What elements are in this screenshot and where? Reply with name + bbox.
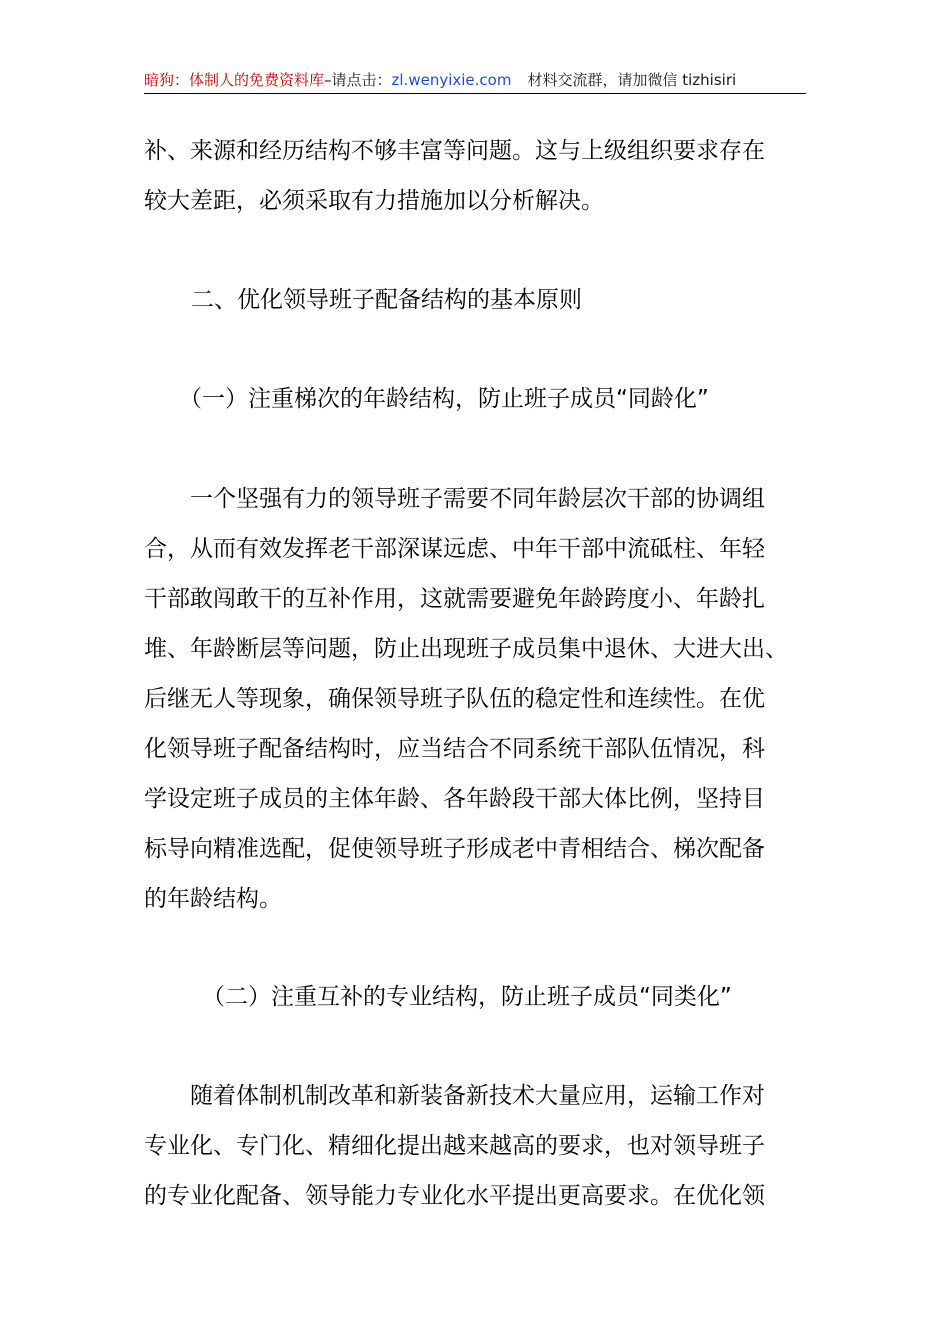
subsection-heading-text: （一）注重梯次的年龄结构，防止班子成员“同龄化” — [179, 386, 709, 412]
subsection-heading-2 — [144, 972, 864, 1022]
paragraph-age-structure — [144, 474, 806, 924]
page-header — [144, 68, 806, 92]
text-line: 干部敢闯敢干的互补作用，这就需要避免年龄跨度小、年龄扎 — [144, 586, 765, 612]
header-click-prefix: –请点击： — [324, 71, 392, 89]
subsection-heading-text: （二）注重互补的专业结构，防止班子成员“同类化” — [202, 984, 732, 1010]
header-brand: 暗狗：体制人的免费资料库 — [144, 71, 325, 89]
paragraph-professional-structure — [144, 1071, 806, 1221]
text-line: 的年龄结构。 — [144, 886, 282, 912]
header-divider — [144, 93, 806, 94]
text-line: 堆、年龄断层等问题，防止出现班子成员集中退休、大进大出、 — [144, 636, 788, 662]
text-line: 化领导班子配备结构时，应当结合不同系统干部队伍情况，科 — [144, 736, 765, 762]
subsection-heading-1 — [144, 374, 841, 424]
text-line: 合，从而有效发挥老干部深谋远虑、中年干部中流砥柱、年轻 — [144, 536, 765, 562]
text-line: 的专业化配备、领导能力专业化水平提出更高要求。在优化领 — [144, 1183, 765, 1209]
text-line: 学设定班子成员的主体年龄、各年龄段干部大体比例，坚持目 — [144, 786, 765, 812]
section-heading-text: 二、优化领导班子配备结构的基本原则 — [191, 287, 582, 313]
text-line: 较大差距，必须采取有力措施加以分析解决。 — [144, 188, 604, 214]
header-link[interactable]: zl.wenyixie.com — [391, 71, 512, 89]
text-line: 专业化、专门化、精细化提出越来越高的要求，也对领导班子 — [144, 1133, 765, 1159]
header-group-text: 材料交流群，请加微信 tizhisiri — [527, 71, 737, 89]
paragraph-continuation — [144, 126, 806, 226]
text-line: 后继无人等现象，确保领导班子队伍的稳定性和连续性。在优 — [144, 686, 765, 712]
section-heading — [144, 275, 853, 325]
text-line: 一个坚强有力的领导班子需要不同年龄层次干部的协调组 — [190, 486, 765, 512]
text-line: 标导向精准选配，促使领导班子形成老中青相结合、梯次配备 — [144, 836, 765, 862]
text-line: 随着体制机制改革和新装备新技术大量应用，运输工作对 — [190, 1083, 765, 1109]
text-line: 补、来源和经历结构不够丰富等问题。这与上级组织要求存在 — [144, 138, 765, 164]
